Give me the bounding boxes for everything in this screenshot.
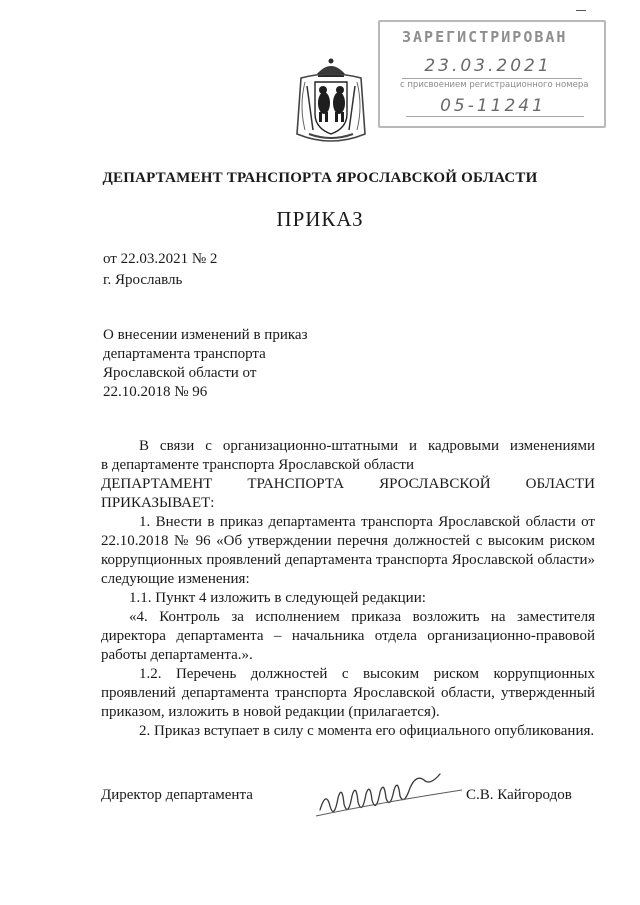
intro-line: В связи с организационно-штатными и кадровыми изменениями [139,438,595,454]
subject-line: 22.10.2018 № 96 [103,384,208,400]
paragraph-1-1: 1.1. Пункт 4 изложить в следующей редакции: [129,590,426,606]
stamp-divider [402,78,582,79]
document-date: от 22.03.2021 № 2 [103,251,218,267]
paragraph-1-1-quote: «4. Контроль за исполнением приказа возложить на заместителя директора департамента – начальника отдела организационно-правовой работы департамента.». [101,609,595,663]
document-title: ПРИКАЗ [276,207,364,231]
paragraph-1: 1. Внести в приказ департамента транспорта Ярославской области от 22.10.2018 № 96 «Об утверждении перечня должностей с высоким риском коррупционных проявлений департамента транспорта Ярославской области» следующие изменения: [101,514,595,587]
stamp-date: 23.03.2021 [424,56,552,76]
subject-line: департамента транспорта [103,346,266,362]
order-line: ДЕПАРТАМЕНТ ТРАНСПОРТА ЯРОСЛАВСКОЙ ОБЛАСТИ [101,476,595,492]
department-heading: ДЕПАРТАМЕНТ ТРАНСПОРТА ЯРОСЛАВСКОЙ ОБЛАСТИ [102,170,538,186]
order-line: ПРИКАЗЫВАЕТ: [101,495,215,511]
document-body [101,437,595,741]
signatory-name: С.В. Кайгородов [466,787,572,803]
handwritten-signature [312,760,472,830]
coat-of-arms-icon [291,56,371,150]
stamp-caption: с присвоением регистрационного номера [400,80,589,90]
paragraph-1-2: 1.2. Перечень должностей с высоким риском коррупционных проявлений департамента транспорта Ярославской области, утвержденный приказом, изложить в новой редакции (прилагается). [101,666,595,720]
document-subject [103,326,308,402]
signatory-position: Директор департамента [101,787,253,803]
paragraph-2: 2. Приказ вступает в силу с момента его официального опубликования. [139,723,595,739]
stamp-title: ЗАРЕГИСТРИРОВАН [402,28,568,46]
scan-mark [576,10,586,11]
intro-line: в департаменте транспорта Ярославской области [101,457,414,473]
subject-line: О внесении изменений в приказ [103,327,308,343]
document-city: г. Ярославль [103,272,183,288]
registration-stamp [378,20,606,128]
stamp-divider [406,116,584,117]
stamp-number: 05-11241 [440,96,546,116]
subject-line: Ярославской области от [103,365,257,381]
